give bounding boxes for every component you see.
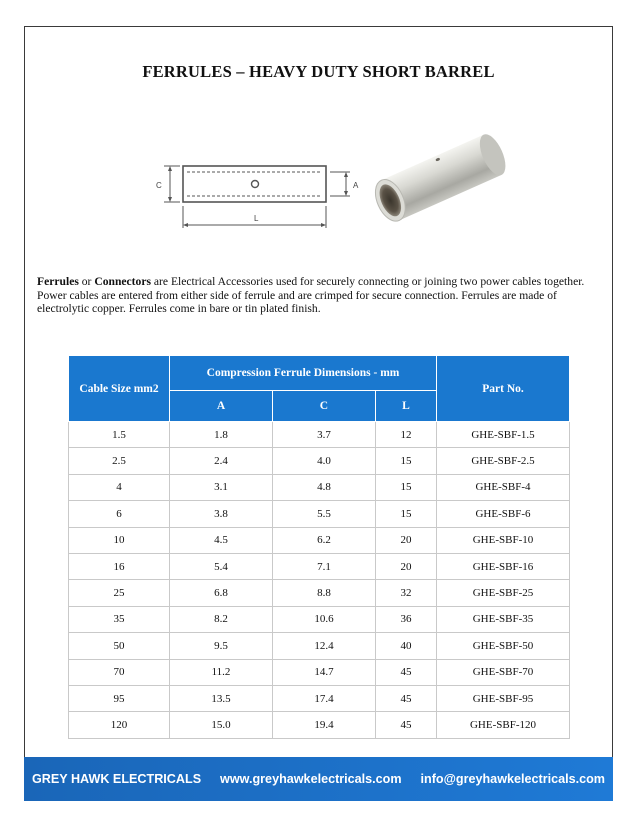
- cell-dim-c: 10.6: [272, 606, 375, 632]
- cell-dim-a: 5.4: [170, 553, 273, 579]
- table-row: [69, 685, 570, 711]
- cell-dim-l: 15: [375, 474, 436, 500]
- table-row: [69, 580, 570, 606]
- cell-dim-l: 40: [375, 633, 436, 659]
- cell-dim-l: 32: [375, 580, 436, 606]
- cell-part-no: GHE-SBF-35: [437, 606, 570, 632]
- footer-bar: [24, 757, 613, 801]
- cell-dim-a: 13.5: [170, 685, 273, 711]
- cell-dim-c: 19.4: [272, 712, 375, 738]
- footer-website[interactable]: www.greyhawkelectricals.com: [220, 772, 402, 786]
- footer-company: GREY HAWK ELECTRICALS: [32, 772, 202, 786]
- dim-label-a: A: [353, 181, 359, 190]
- cell-dim-l: 20: [375, 553, 436, 579]
- cell-dim-c: 4.0: [272, 448, 375, 474]
- cell-dim-a: 4.5: [170, 527, 273, 553]
- cell-part-no: GHE-SBF-70: [437, 659, 570, 685]
- spec-table-body: [69, 422, 570, 739]
- header-l: L: [375, 391, 436, 422]
- cell-part-no: GHE-SBF-10: [437, 527, 570, 553]
- term-connectors: Connectors: [94, 275, 152, 288]
- table-row: [69, 633, 570, 659]
- cell-dim-a: 9.5: [170, 633, 273, 659]
- cell-cable-size: 2.5: [69, 448, 170, 474]
- cell-dim-l: 20: [375, 527, 436, 553]
- cell-part-no: GHE-SBF-4: [437, 474, 570, 500]
- cell-dim-a: 11.2: [170, 659, 273, 685]
- header-c: C: [272, 391, 375, 422]
- cell-dim-l: 45: [375, 659, 436, 685]
- cell-dim-c: 8.8: [272, 580, 375, 606]
- cell-part-no: GHE-SBF-16: [437, 553, 570, 579]
- table-row: [69, 448, 570, 474]
- ferrule-photo: [366, 128, 506, 232]
- dim-label-c: C: [156, 181, 162, 190]
- table-row: [69, 527, 570, 553]
- table-row: [69, 659, 570, 685]
- cell-cable-size: 10: [69, 527, 170, 553]
- cell-cable-size: 70: [69, 659, 170, 685]
- header-part-no: Part No.: [437, 356, 570, 422]
- cell-dim-l: 15: [375, 448, 436, 474]
- ferrule-spec-table: [68, 355, 570, 739]
- cell-dim-l: 45: [375, 712, 436, 738]
- cell-cable-size: 16: [69, 553, 170, 579]
- header-dimensions: Compression Ferrule Dimensions - mm: [170, 356, 437, 391]
- table-row: [69, 606, 570, 632]
- cell-cable-size: 120: [69, 712, 170, 738]
- cell-cable-size: 4: [69, 474, 170, 500]
- term-ferrules: Ferrules: [37, 275, 79, 288]
- cell-cable-size: 1.5: [69, 422, 170, 448]
- cell-cable-size: 50: [69, 633, 170, 659]
- table-row: [69, 712, 570, 738]
- cell-cable-size: 35: [69, 606, 170, 632]
- cell-dim-c: 6.2: [272, 527, 375, 553]
- cell-dim-a: 2.4: [170, 448, 273, 474]
- cell-dim-a: 6.8: [170, 580, 273, 606]
- table-row: [69, 553, 570, 579]
- table-row: [69, 501, 570, 527]
- dim-label-l: L: [254, 214, 259, 223]
- cell-dim-c: 4.8: [272, 474, 375, 500]
- term-joiner: or: [78, 275, 95, 288]
- cell-dim-c: 17.4: [272, 685, 375, 711]
- cell-part-no: GHE-SBF-1.5: [437, 422, 570, 448]
- cell-cable-size: 25: [69, 580, 170, 606]
- ferrule-dimension-drawing: [150, 150, 370, 232]
- cell-dim-a: 15.0: [170, 712, 273, 738]
- page-title: FERRULES – HEAVY DUTY SHORT BARREL: [142, 62, 495, 81]
- cell-cable-size: 95: [69, 685, 170, 711]
- cell-cable-size: 6: [69, 501, 170, 527]
- product-description: [37, 275, 601, 316]
- cell-dim-c: 12.4: [272, 633, 375, 659]
- cell-dim-c: 7.1: [272, 553, 375, 579]
- cell-dim-c: 14.7: [272, 659, 375, 685]
- header-a: A: [170, 391, 273, 422]
- cell-part-no: GHE-SBF-95: [437, 685, 570, 711]
- cell-part-no: GHE-SBF-25: [437, 580, 570, 606]
- cell-dim-a: 1.8: [170, 422, 273, 448]
- cell-part-no: GHE-SBF-120: [437, 712, 570, 738]
- cell-dim-l: 15: [375, 501, 436, 527]
- cell-dim-a: 3.8: [170, 501, 273, 527]
- cell-dim-c: 5.5: [272, 501, 375, 527]
- cell-dim-c: 3.7: [272, 422, 375, 448]
- cell-dim-a: 8.2: [170, 606, 273, 632]
- cell-dim-l: 36: [375, 606, 436, 632]
- description-body: are Electrical Accessories used for securely connecting or joining two power cables together. Power cables are entered from either side of ferrule and are crimped for secure connection. Ferrules are made of electrolytic copper. Ferrules come in bare or tin plated finish.: [37, 275, 585, 316]
- cell-dim-l: 12: [375, 422, 436, 448]
- cell-part-no: GHE-SBF-2.5: [437, 448, 570, 474]
- table-row: [69, 422, 570, 448]
- cell-part-no: GHE-SBF-50: [437, 633, 570, 659]
- table-row: [69, 474, 570, 500]
- cell-part-no: GHE-SBF-6: [437, 501, 570, 527]
- cell-dim-a: 3.1: [170, 474, 273, 500]
- header-cable-size: Cable Size mm2: [69, 356, 170, 422]
- cell-dim-l: 45: [375, 685, 436, 711]
- footer-email[interactable]: info@greyhawkelectricals.com: [420, 772, 605, 786]
